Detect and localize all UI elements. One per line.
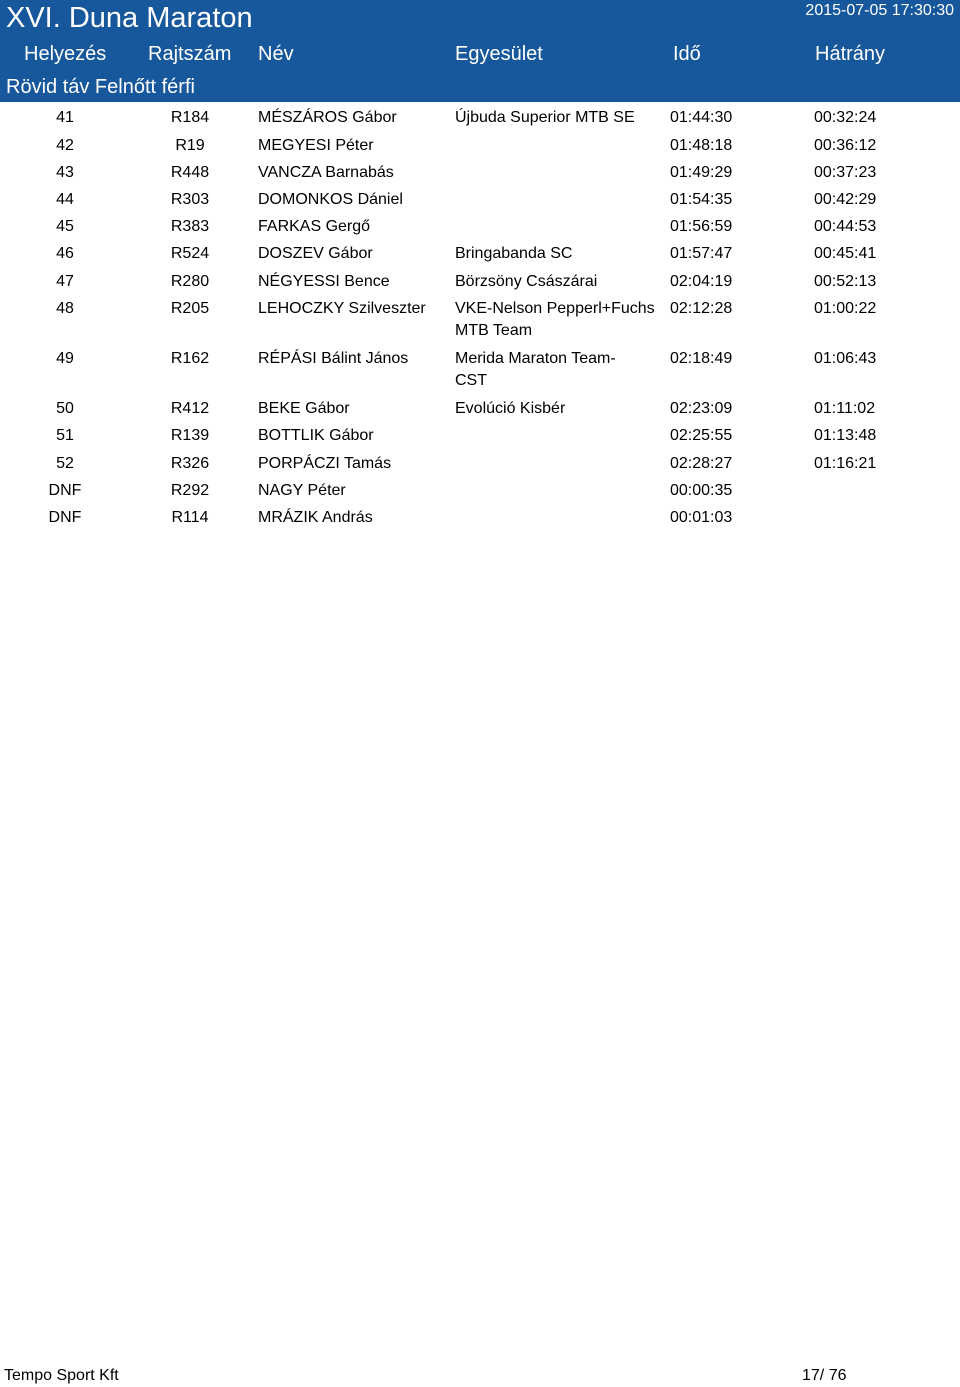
time-cell: 02:23:09 xyxy=(670,400,733,417)
position-cell: 49 xyxy=(56,350,74,367)
gap-cell: 00:52:13 xyxy=(814,273,877,290)
column-header-gap: Hátrány xyxy=(815,43,886,65)
column-header-name: Név xyxy=(258,43,294,65)
table-row xyxy=(0,132,960,159)
bib-cell: R412 xyxy=(170,400,210,417)
bib-cell: R114 xyxy=(171,509,209,526)
bib-cell: R448 xyxy=(170,164,210,181)
gap-cell: 00:36:12 xyxy=(814,137,877,154)
footer-company: Tempo Sport Kft xyxy=(4,1367,119,1384)
results-header xyxy=(0,0,960,102)
name-cell: BEKE Gábor xyxy=(258,400,350,417)
club-cell: Evolúció Kisbér xyxy=(455,400,566,417)
table-row xyxy=(0,477,960,504)
table-row xyxy=(0,450,960,477)
table-row xyxy=(0,395,960,422)
gap-cell: 01:00:22 xyxy=(814,300,877,317)
name-cell: RÉPÁSI Bálint János xyxy=(258,350,409,367)
gap-cell: 01:16:21 xyxy=(814,455,877,472)
name-cell: MRÁZIK András xyxy=(258,509,373,526)
time-cell: 00:01:03 xyxy=(670,509,733,526)
time-cell: 01:48:18 xyxy=(670,137,733,154)
gap-cell: 01:11:02 xyxy=(814,400,876,417)
gap-cell: 00:44:53 xyxy=(814,218,877,235)
position-cell: 50 xyxy=(56,400,74,417)
position-cell: 52 xyxy=(56,455,74,472)
table-row xyxy=(0,422,960,450)
name-cell: FARKAS Gergő xyxy=(258,218,371,235)
time-cell: 01:44:30 xyxy=(670,109,733,126)
bib-cell: R205 xyxy=(170,300,210,317)
name-cell: DOMONKOS Dániel xyxy=(258,191,403,208)
club-cell: Bringabanda SC xyxy=(455,245,573,262)
time-cell: 02:25:55 xyxy=(670,427,733,444)
bib-cell: R383 xyxy=(170,218,210,235)
name-cell: DOSZEV Gábor xyxy=(258,245,373,262)
table-row xyxy=(0,268,960,295)
name-cell: MÉSZÁROS Gábor xyxy=(258,109,397,126)
time-cell: 01:57:47 xyxy=(670,245,733,262)
table-row xyxy=(0,345,960,395)
column-header-time: Idő xyxy=(673,43,701,65)
position-cell: 42 xyxy=(56,137,74,154)
position-cell: 48 xyxy=(56,300,74,317)
time-cell: 01:54:35 xyxy=(670,191,733,208)
bib-cell: R162 xyxy=(170,350,210,367)
club-cell: Merida Maraton Team-CST xyxy=(455,350,616,389)
time-cell: 01:56:59 xyxy=(670,218,733,235)
name-cell: VANCZA Barnabás xyxy=(258,164,394,181)
table-row xyxy=(0,240,960,268)
table-row xyxy=(0,159,960,186)
table-row xyxy=(0,504,960,531)
position-cell: 43 xyxy=(56,164,74,181)
table-row xyxy=(0,186,960,213)
name-cell: PORPÁCZI Tamás xyxy=(258,455,392,472)
footer-page-number: 17/ 76 xyxy=(802,1367,847,1384)
name-cell: BOTTLIK Gábor xyxy=(258,427,374,444)
name-cell: NAGY Péter xyxy=(258,482,346,499)
gap-cell: 00:37:23 xyxy=(814,164,877,181)
gap-cell: 00:32:24 xyxy=(814,109,877,126)
time-cell: 01:49:29 xyxy=(670,164,733,181)
position-cell: 46 xyxy=(56,245,74,262)
time-cell: 02:28:27 xyxy=(670,455,733,472)
position-cell: DNF xyxy=(48,509,82,526)
column-header-club: Egyesület xyxy=(455,43,543,65)
category-label: Rövid táv Felnőtt férfi xyxy=(6,76,195,98)
bib-cell: R292 xyxy=(170,482,210,499)
column-header-position: Helyezés xyxy=(24,43,107,65)
gap-cell: 01:06:43 xyxy=(814,350,877,367)
time-cell: 02:04:19 xyxy=(670,273,733,290)
name-cell: MEGYESI Péter xyxy=(258,137,374,154)
bib-cell: R280 xyxy=(170,273,210,290)
position-cell: DNF xyxy=(48,482,82,499)
position-cell: 45 xyxy=(56,218,74,235)
table-row xyxy=(0,104,960,132)
bib-cell: R524 xyxy=(170,245,210,262)
bib-cell: R326 xyxy=(170,455,210,472)
club-cell: Újbuda Superior MTB SE xyxy=(455,109,635,126)
table-row xyxy=(0,213,960,240)
column-header-bib: Rajtszám xyxy=(148,43,232,65)
bib-cell: R184 xyxy=(170,109,210,126)
club-cell: Börzsöny Császárai xyxy=(455,273,598,290)
print-timestamp: 2015-07-05 17:30:30 xyxy=(805,2,954,19)
gap-cell: 00:42:29 xyxy=(814,191,877,208)
table-row xyxy=(0,295,960,345)
bib-cell: R303 xyxy=(170,191,210,208)
club-cell: VKE-Nelson Pepperl+Fuchs MTB Team xyxy=(455,300,655,339)
bib-cell: R139 xyxy=(170,427,210,444)
name-cell: NÉGYESSI Bence xyxy=(258,273,390,290)
position-cell: 51 xyxy=(56,427,74,444)
position-cell: 44 xyxy=(56,191,74,208)
document-title: XVI. Duna Maraton xyxy=(6,2,253,34)
gap-cell: 01:13:48 xyxy=(814,427,877,444)
time-cell: 02:18:49 xyxy=(670,350,733,367)
results-table xyxy=(0,104,960,531)
name-cell: LEHOCZKY Szilveszter xyxy=(258,300,426,317)
position-cell: 41 xyxy=(56,109,74,126)
position-cell: 47 xyxy=(56,273,74,290)
bib-cell: R19 xyxy=(175,137,205,154)
gap-cell: 00:45:41 xyxy=(814,245,877,262)
time-cell: 02:12:28 xyxy=(670,300,733,317)
time-cell: 00:00:35 xyxy=(670,482,733,499)
